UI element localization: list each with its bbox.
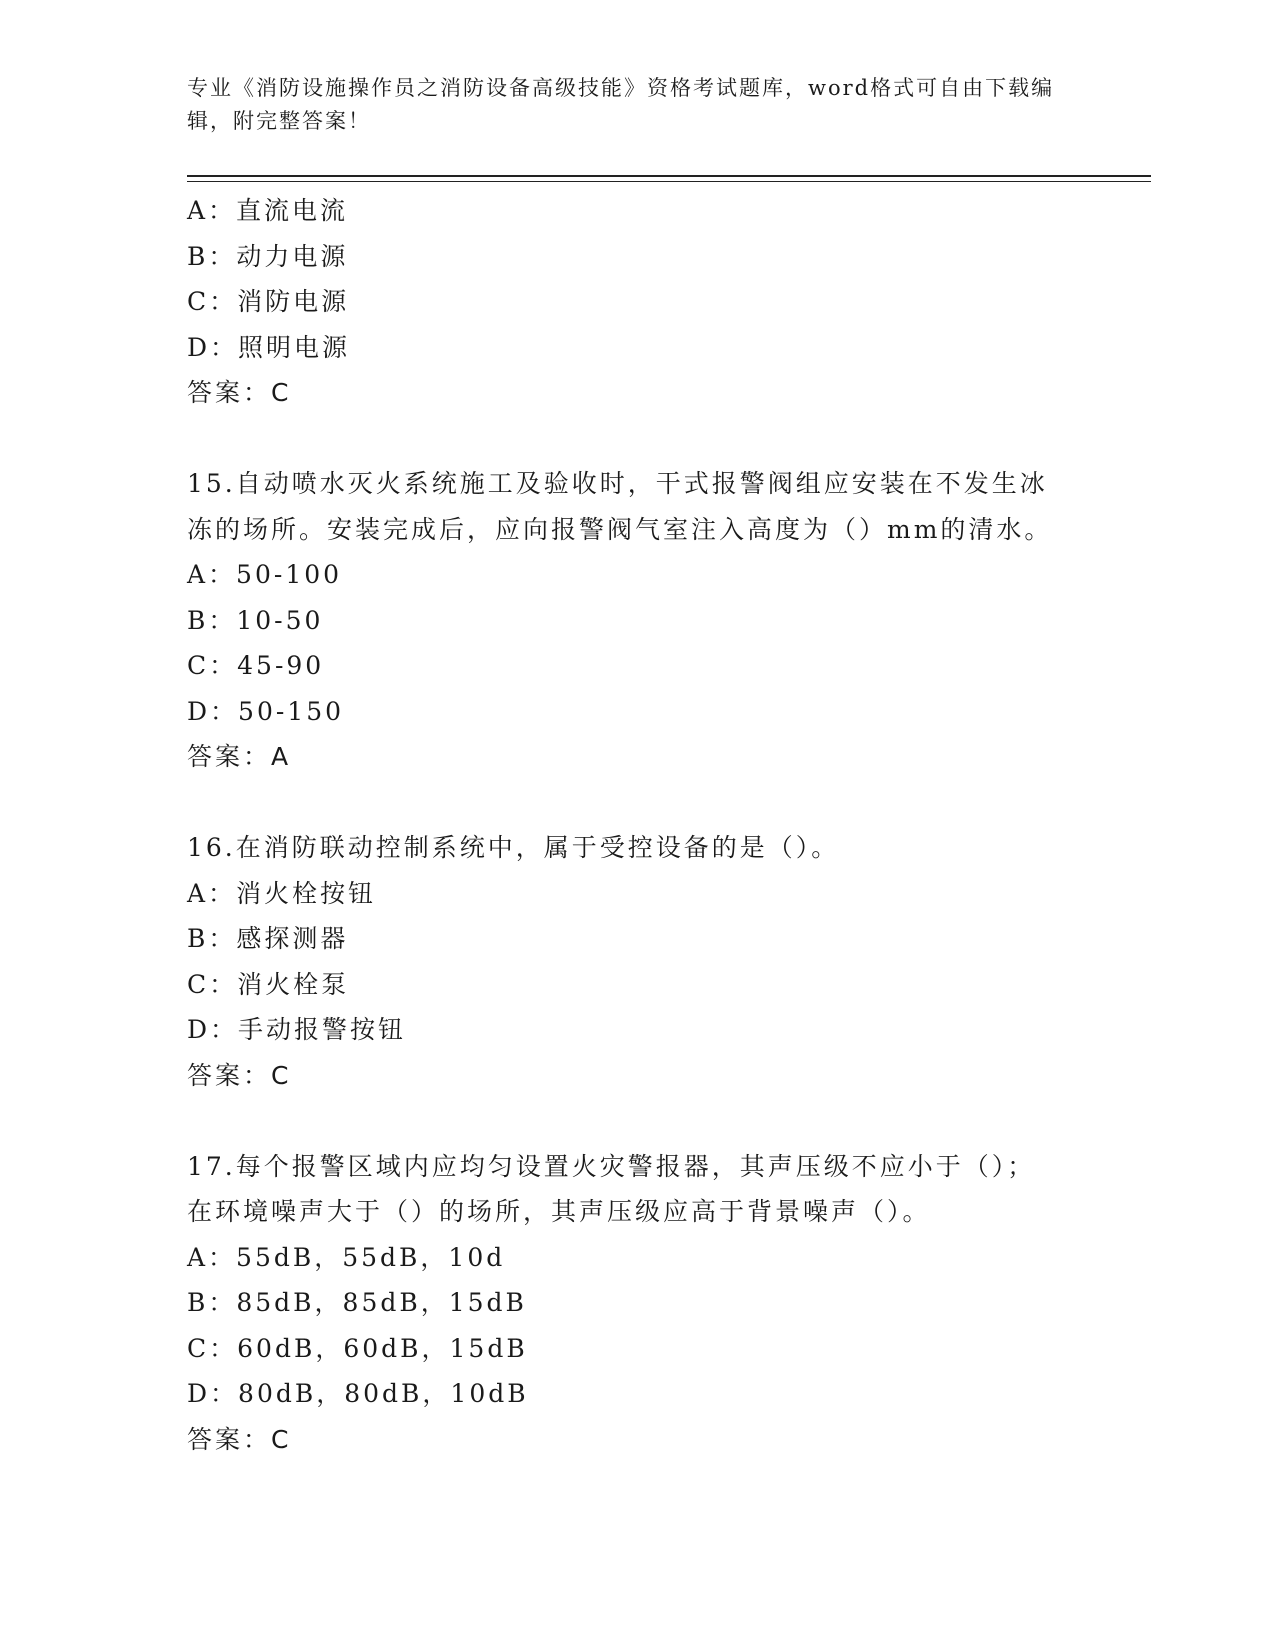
question-text: 17.每个报警区域内应均匀设置火灾警报器，其声压级不应小于（）； — [187, 1151, 1036, 1181]
option-d: D：照明电源 — [187, 332, 351, 362]
option-c: C：消防电源 — [187, 287, 350, 316]
header-rule-thick — [187, 175, 1151, 177]
answer-line: 答案：C — [187, 378, 292, 407]
answer-line: 答案：A — [187, 742, 292, 771]
option-c: C：消火栓泵 — [187, 969, 350, 999]
question-list — [187, 188, 1087, 1462]
option-d: D：50-150 — [187, 696, 345, 726]
option-a: A：消火栓按钮 — [187, 878, 377, 908]
option-a: A：直流电流 — [187, 196, 349, 225]
question-block — [187, 825, 1087, 1098]
document-header: 专业《消防设施操作员之消防设备高级技能》资格考试题库，word格式可自由下载编辑，附完整答案！ — [187, 76, 1055, 133]
answer-line: 答案：C — [187, 1424, 292, 1454]
option-d: D：80dB，80dB，10dB — [187, 1379, 529, 1408]
option-a: A：55dB，55dB，10d — [187, 1242, 506, 1272]
option-b: B：10-50 — [187, 605, 324, 635]
option-b: B：动力电源 — [187, 241, 349, 271]
option-d: D：手动报警按钮 — [187, 1015, 407, 1044]
question-text: 在环境噪声大于（）的场所，其声压级应高于背景噪声（）。 — [187, 1197, 931, 1226]
answer-line: 答案：C — [187, 1060, 292, 1090]
question-block — [187, 188, 1087, 416]
option-c: C：60dB，60dB，15dB — [187, 1333, 528, 1363]
question-text: 16.在消防联动控制系统中，属于受控设备的是（）。 — [187, 833, 840, 862]
question-block — [187, 461, 1087, 780]
option-b: B：85dB，85dB，15dB — [187, 1288, 527, 1317]
option-b: B：感探测器 — [187, 924, 349, 953]
header-rule-thin — [187, 181, 1151, 182]
question-text: 冻的场所。安装完成后，应向报警阀气室注入高度为（）mm的清水。 — [187, 514, 1053, 544]
option-a: A：50-100 — [187, 560, 343, 589]
question-block — [187, 1144, 1087, 1463]
option-c: C：45-90 — [187, 651, 325, 680]
question-text: 15.自动喷水灭火系统施工及验收时，干式报警阀组应安装在不发生冰 — [187, 469, 1048, 498]
